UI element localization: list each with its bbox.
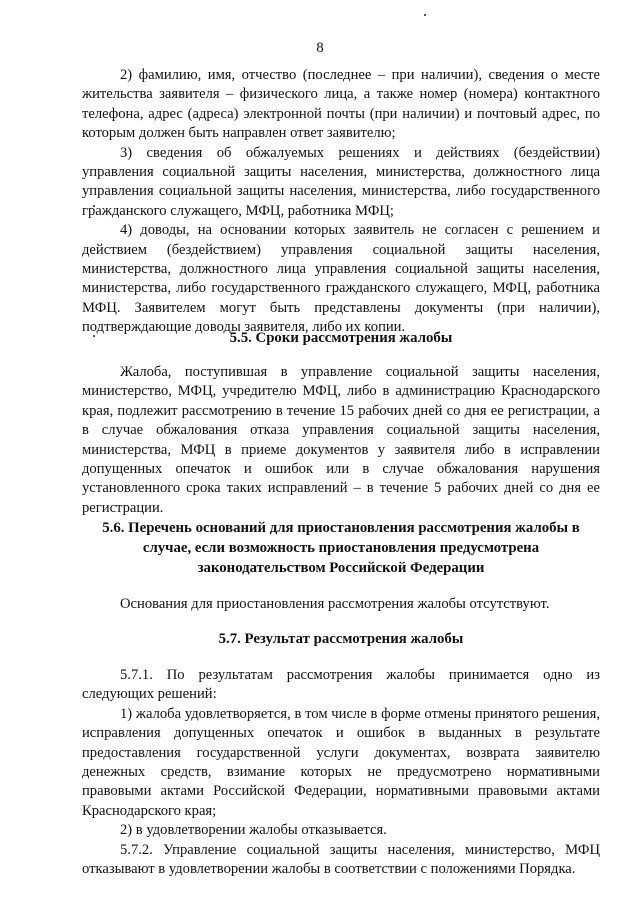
paragraph-5-7-1: 5.7.1. По результатам рассмотрения жалобы принимается одно из следующих решений: — [82, 667, 600, 703]
paragraph-decision-1: 1) жалоба удовлетворяется, в том числе в форме отмены принятого решения, исправления допущенных опечаток и ошибок в выданных в результате предоставления государственной услуги документах, возврата заявителю денежных средств, взимание которых не предусмотрено нормативными правовыми актами Российской Федерации, нормативными правовыми актами Краснодарского края; — [82, 705, 600, 819]
section-5-7-body — [82, 666, 600, 879]
section-5-6-body — [82, 595, 600, 614]
paragraph-item-4: 4) доводы, на основании которых заявитель не согласен с решением и действием (бездействием) управления социальной защиты населения, министерства, должностного лица управления социальной защиты населения, министерства, либо государственного гражданского служащего, МФЦ, работника МФЦ. Заявителем могут быть представлены документы (при наличии), подтверждающие доводы заявителя, либо их копии. — [82, 222, 600, 336]
section-heading-5-7: 5.7. Результат рассмотрения жалобы — [218, 631, 464, 647]
paragraph-item-3: 3) сведения об обжалуемых решениях и действиях (бездействии) управления социальной защиты населения, министерства, должностного лица управления социальной защиты населения, министерства, либо государственного гражданского служащего, МФЦ, работника МФЦ; — [82, 144, 600, 219]
scan-speck — [424, 14, 426, 16]
complaint-contents-list — [82, 66, 600, 338]
section-heading-5-6: 5.6. Перечень оснований для приостановления рассмотрения жалобы в случае, если возможность приостановления предусмотрена законодательством Российской Федерации — [102, 520, 580, 576]
paragraph: Основания для приостановления рассмотрения жалобы отсутствуют. — [120, 596, 550, 612]
section-5-5-body — [82, 363, 600, 518]
paragraph-5-7-2: 5.7.2. Управление социальной защиты населения, министерство, МФЦ отказывают в удовлетворении жалобы в соответствии с положениями Порядка. — [82, 841, 600, 878]
page-number: 8 — [316, 40, 324, 56]
paragraph-decision-2: 2) в удовлетворении жалобы отказывается. — [120, 822, 387, 839]
paragraph-item-2: 2) фамилию, имя, отчество (последнее – при наличии), сведения о месте жительства заявителя – физического лица, а также номер (номера) контактного телефона, адрес (адреса) электронной почты (при наличии) и почтовый адрес, по которым должен быть направлен ответ заявителю; — [82, 67, 600, 142]
paragraph: Жалоба, поступившая в управление социальной защиты населения, министерство, МФЦ, учредителю МФЦ, либо в администрацию Краснодарского края, подлежит рассмотрению в течение 15 рабочих дней со дня ее регистрации, а в случае обжалования отказа управления социальной защиты населения, министерства, МФЦ в приеме документов у заявителя либо в исправлении допущенных опечаток и ошибок или в случае обжалования нарушения установленного срока таких исправлений – в течение 5 рабочих дней со дня ее регистрации. — [82, 364, 600, 516]
section-heading-5-5: 5.5. Сроки рассмотрения жалобы — [229, 330, 453, 346]
